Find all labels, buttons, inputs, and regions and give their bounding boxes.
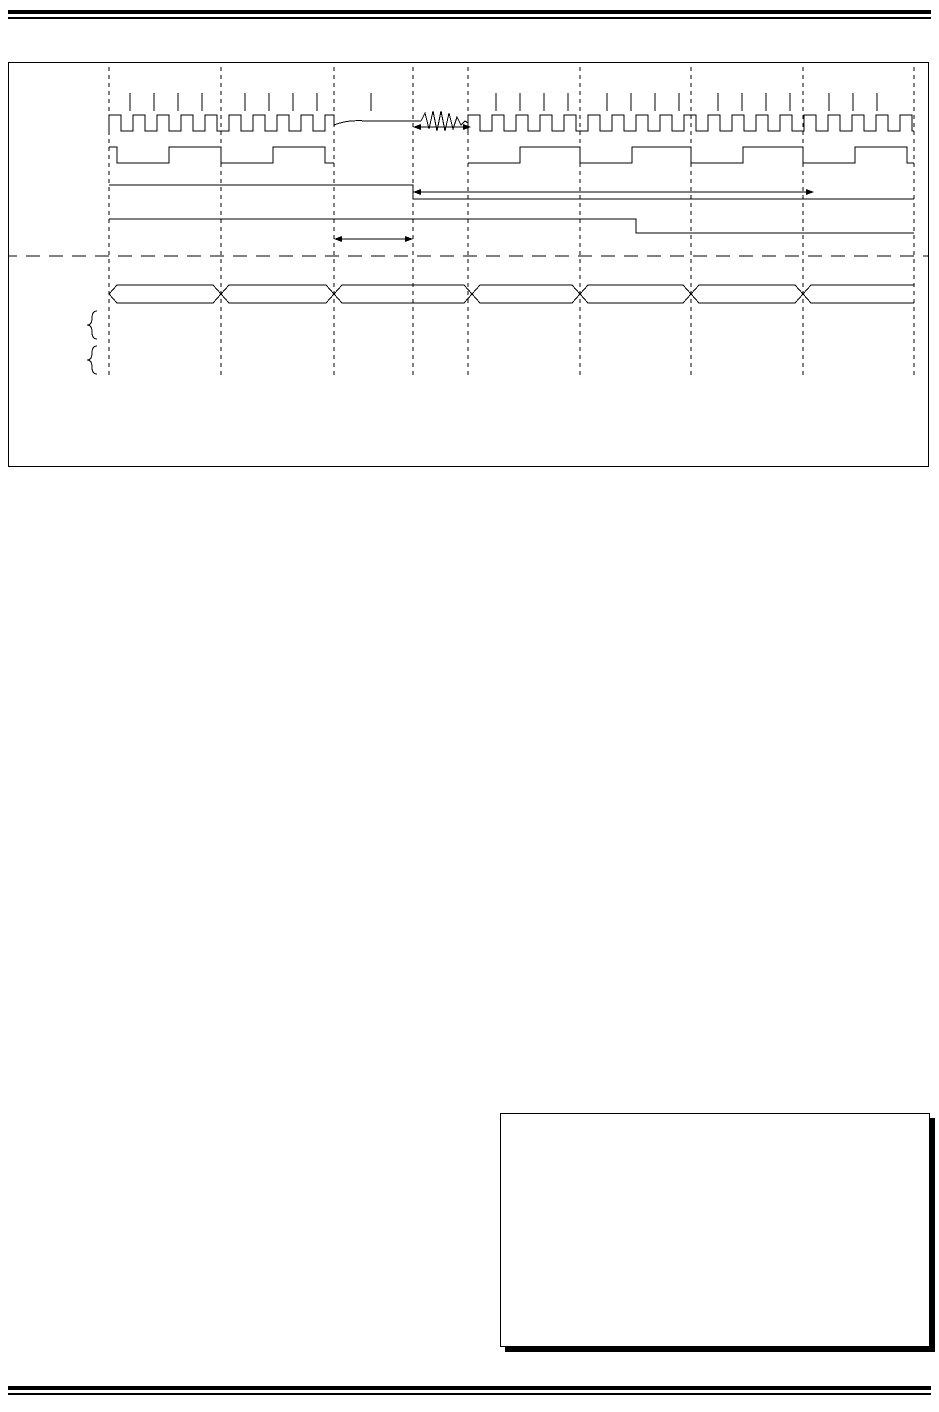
timing-diagram-frame [8, 62, 929, 467]
note-box [500, 1113, 930, 1347]
data-bus-waveform [109, 285, 914, 294]
control-b-waveform [109, 219, 914, 233]
vertical-guides [109, 67, 914, 375]
strobe-waveform [109, 147, 334, 163]
timing-arrow-1 [413, 124, 471, 130]
squiggle-zigzag [421, 111, 468, 131]
header-rule-thick [8, 10, 931, 14]
header-rule-thin [8, 17, 931, 19]
brace-upper [87, 311, 97, 339]
break-squiggle [334, 121, 421, 125]
footer-rule-thin [8, 1393, 931, 1395]
timing-diagram [9, 63, 928, 466]
strobe-waveform-2 [468, 147, 914, 163]
clock-ticks [130, 93, 877, 111]
timing-arrow-3 [334, 236, 413, 242]
footer-rule-thick [8, 1386, 931, 1390]
data-bus-waveform-lower [109, 294, 914, 303]
timing-arrow-2 [413, 189, 814, 195]
brace-lower [87, 346, 97, 374]
